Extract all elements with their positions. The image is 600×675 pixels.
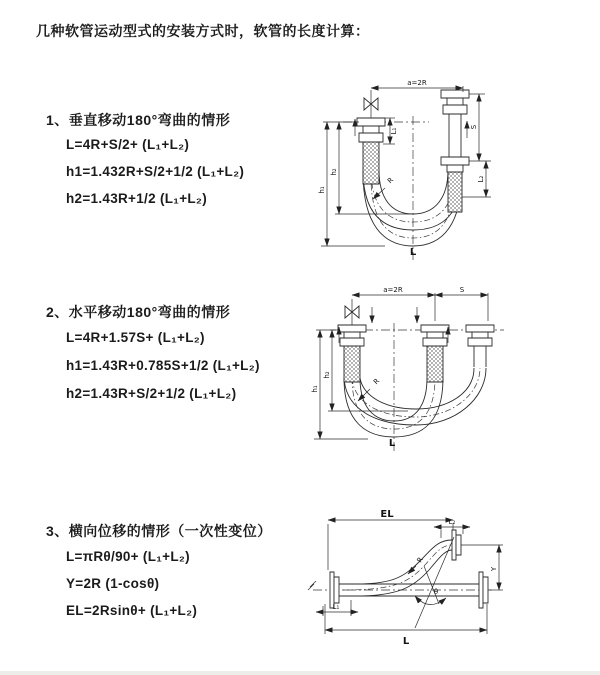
dim-label-h2: h₂ [330,168,338,176]
dim-label-L: L [409,247,417,258]
dim-label-Y: Y [490,566,498,572]
section-2-formula-L: L=4R+1.57S+ (L₁+L₂) [66,330,205,345]
section-1-formula-h1: h1=1.432R+S/2+1/2 (L₁+L₂) [66,164,245,179]
section-1-formula-L: L=4R+S/2+ (L₁+L₂) [66,137,190,152]
upper-right-pipe-end [452,530,461,560]
dim-EL [328,509,453,570]
section-2-heading: 2、水平移动180°弯曲的情形 [46,304,231,320]
dim-length-L [325,604,487,647]
section-2-formula-h2: h2=1.43R+S/2+1/2 (L₁+L₂) [66,386,237,401]
dim-label-h1: h₁ [311,385,319,393]
dim-span [352,286,488,321]
diagram-lateral-displacement [303,500,600,658]
diagram-vertical-180-bend [315,72,587,264]
right-pipe-end [466,325,494,367]
dim-label-L1: L₁ [390,127,398,135]
section-3-formula-EL: EL=2Rsinθ+ (L₁+L₂) [66,603,198,618]
dim-label-R: R [386,176,396,186]
dim-label-L2: L₂ [448,518,456,526]
section-1-heading: 1、垂直移动180°弯曲的情形 [46,112,231,128]
braid-section [363,142,379,184]
dim-label-R: R [372,377,382,387]
dim-label-EL: EL [380,509,394,520]
section-3-formula-Y: Y=2R (1-cosθ) [66,576,160,591]
angle-construction [415,537,454,628]
section-2-formula-h1: h1=1.43R+0.785S+1/2 (L₁+L₂) [66,358,260,373]
radius-callout [358,377,381,401]
dim-end-left [316,600,358,616]
braid-section [344,346,360,382]
left-pipe-end [338,299,366,382]
dim-label-L1: L₁ [332,603,340,611]
dim-label-S: S [459,286,465,294]
valve-icon [364,98,371,110]
dim-label-L: L [402,636,410,647]
hose-u-original [344,378,443,437]
dim-label-L: L [388,438,396,449]
valve-icon [345,306,352,318]
dim-label-L2: L₂ [477,175,485,183]
dim-label-theta: θ [433,588,439,596]
braid-section [427,346,443,382]
right-pipe-end [441,90,469,212]
dim-label-span: a=2R [407,79,427,87]
left-pipe-end [357,90,385,184]
braid-section [448,172,462,212]
dim-label-R: R [415,555,425,565]
dim-label-S: S [470,124,478,130]
dim-label-h1: h₁ [318,186,326,194]
section-3-heading: 3、横向位移的情形（一次性变位） [46,523,272,539]
section-1-formula-h2: h2=1.43R+1/2 (L₁+L₂) [66,191,208,206]
break-mark-icon [308,581,316,590]
dim-label-span: a=2R [383,286,403,294]
page-edge [0,671,600,675]
section-3-formula-L: L=πRθ/90+ (L₁+L₂) [66,549,190,564]
middle-pipe-end [421,325,449,382]
page-title: 几种软管运动型式的安装方式时，软管的长度计算： [36,23,370,39]
dim-label-h2: h₂ [323,371,331,379]
hose-u-shifted [344,368,486,425]
diagram-horizontal-180-bend [308,283,600,455]
